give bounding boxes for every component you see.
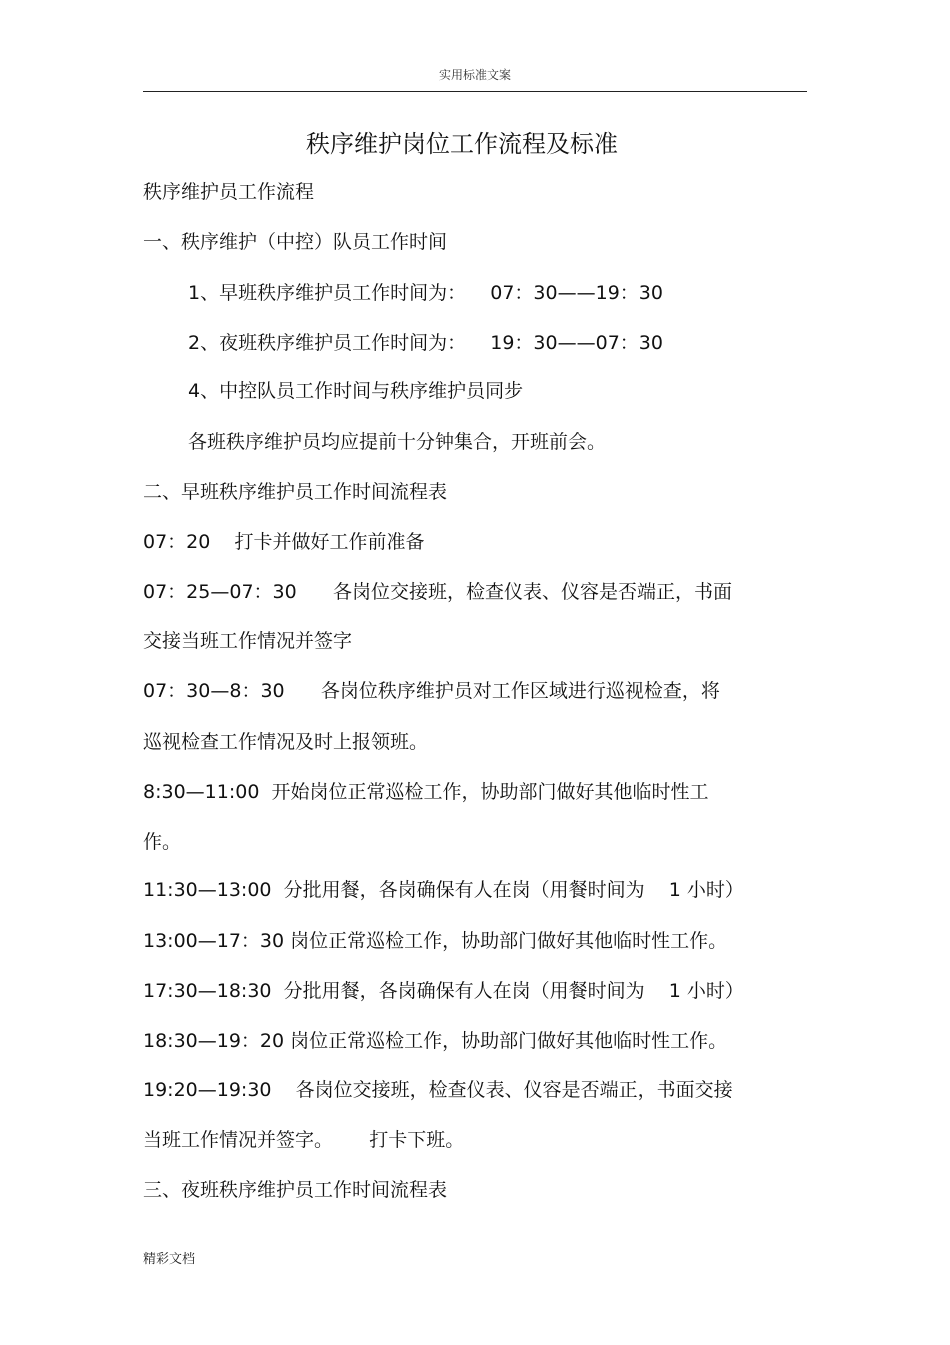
schedule-line: 巡视检查工作情况及时上报领班。 [143, 731, 429, 753]
schedule-line: 19:20—19:30 各岗位交接班，检查仪表、仪容是否端正，书面交接 [143, 1079, 733, 1101]
section-1-heading: 一、秩序维护（中控）队员工作时间 [143, 231, 448, 253]
subtitle: 秩序维护员工作流程 [143, 181, 315, 203]
schedule-line: 13:00—17：30 岗位正常巡检工作，协助部门做好其他临时性工作。 [143, 930, 728, 952]
page-header: 实用标准文案 [438, 68, 511, 82]
section-1-item: 1、早班秩序维护员工作时间为： 07：30——19：30 [188, 282, 663, 304]
section-1-item: 2、夜班秩序维护员工作时间为： 19：30——07：30 [188, 332, 663, 354]
schedule-line: 07：30—8：30 各岗位秩序维护员对工作区域进行巡视检查，将 [143, 680, 720, 702]
schedule-line: 18:30—19：20 岗位正常巡检工作，协助部门做好其他临时性工作。 [143, 1030, 728, 1052]
schedule-line: 07：20 打卡并做好工作前准备 [143, 531, 425, 553]
header-divider [143, 91, 807, 92]
schedule-line: 交接当班工作情况并签字 [143, 630, 353, 652]
section-1-note: 各班秩序维护员均应提前十分钟集合，开班前会。 [188, 431, 607, 453]
section-3-heading: 三、夜班秩序维护员工作时间流程表 [143, 1179, 448, 1201]
section-1-item: 4、中控队员工作时间与秩序维护员同步 [188, 380, 524, 402]
schedule-line: 作。 [143, 831, 182, 853]
section-2-heading: 二、早班秩序维护员工作时间流程表 [143, 481, 448, 503]
schedule-line: 07：25—07：30 各岗位交接班，检查仪表、仪容是否端正，书面 [143, 581, 732, 603]
schedule-line: 当班工作情况并签字。 打卡下班。 [143, 1129, 465, 1151]
schedule-line: 11:30—13:00 分批用餐，各岗确保有人在岗（用餐时间为 1 小时） [143, 879, 744, 901]
schedule-line: 8:30—11:00 开始岗位正常巡检工作，协助部门做好其他临时性工 [143, 781, 709, 803]
document-title: 秩序维护岗位工作流程及标准 [306, 130, 618, 158]
page-footer: 精彩文档 [143, 1252, 196, 1267]
schedule-line: 17:30—18:30 分批用餐，各岗确保有人在岗（用餐时间为 1 小时） [143, 980, 744, 1002]
